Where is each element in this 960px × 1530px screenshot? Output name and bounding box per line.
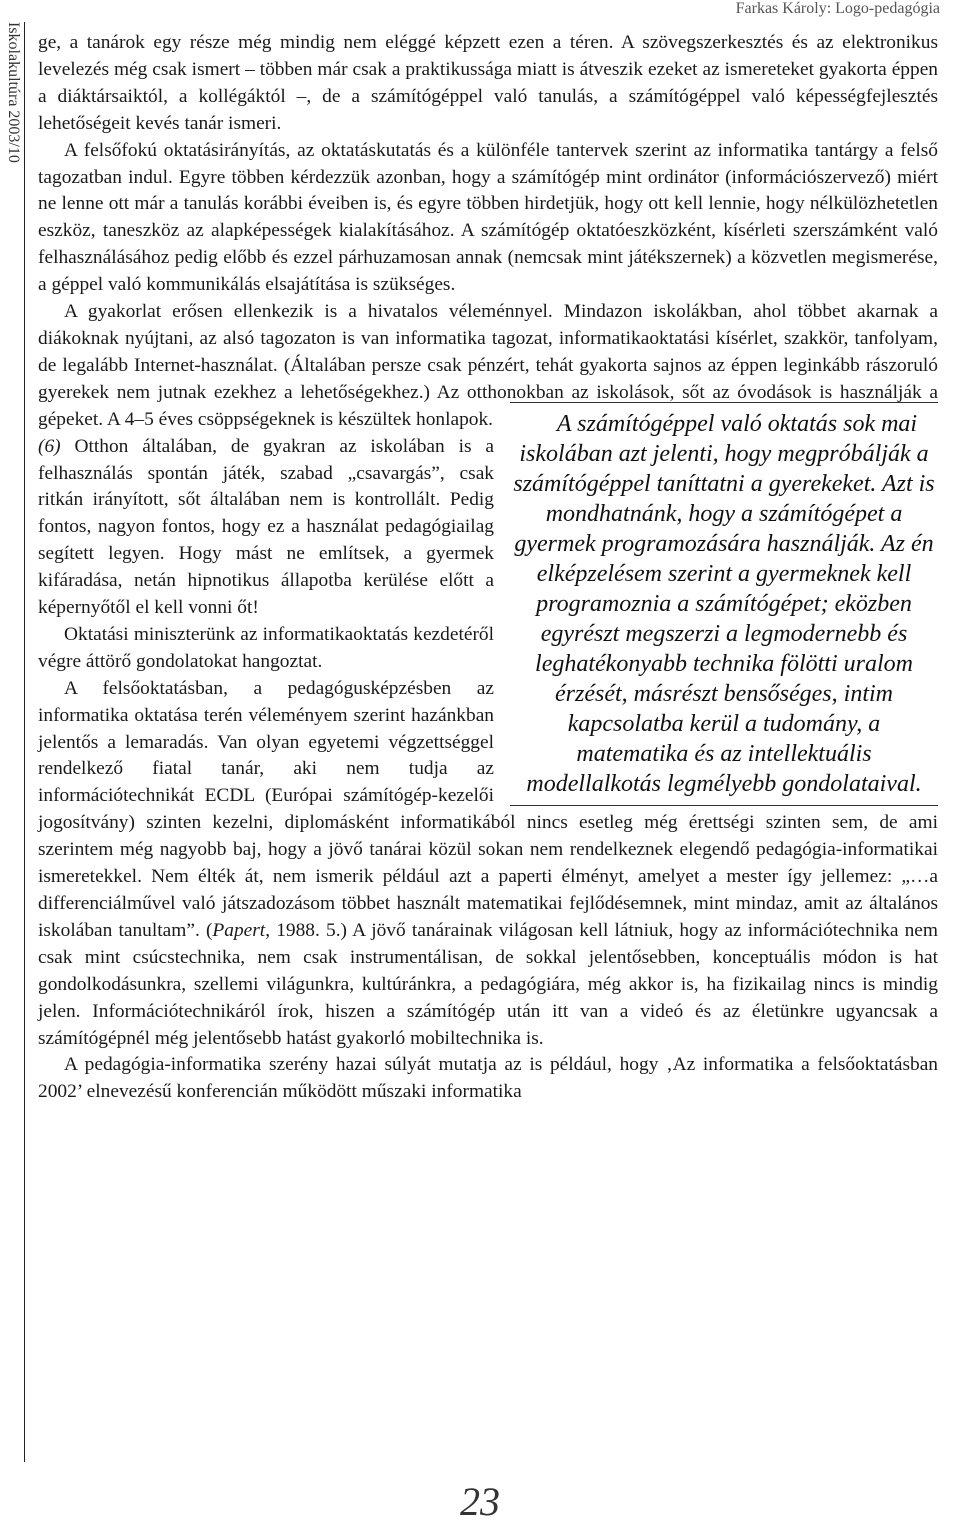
article-body [38, 30, 938, 1106]
side-rule [24, 22, 25, 1462]
pull-quote-text: A számítógéppel való oktatás sok mai iskolában azt jelenti, hogy megpróbálják a számítógéppel taníttatni a gyerekeket. Azt is mondhatnánk, hogy a számítógépet a gyermek programozására használják. Az én elképzelésem szerint a gyermeknek kell programoznia a számítógépet; eközben egyrészt megszerzi a legmodernebb és leghatékonyabb technika fölötti uralom érzését, másrészt bensőséges, intim kapcsolatba kerül a tudomány, a matematika és az intellektuális modellalkotás legmélyebb gondolataival. [513, 410, 935, 797]
pull-quote [510, 402, 938, 806]
journal-issue-label: Iskolakultúra 2003/10 [5, 22, 22, 163]
running-head: Farkas Károly: Logo-pedagógia [735, 0, 940, 17]
paragraph: A pedagógia-informatika szerény hazai súlyát mutatja az is például, hogy ‚Az informatika a felsőoktatásban 2002’ elnevezésű konferencián működött műszaki informatika [38, 1054, 938, 1103]
paragraph-text: Otthon általában, de gyakran az iskolában is a felhasználás spontán játék, szabad „csavargás”, csak ritkán irányított, sőt általában nem is kontrollált. Pedig fontos, nagyon fontos, hogy ez a használat pedagógiailag segített legyen. Hogy mást ne említsek, a gyermek kifáradása, netán hipnotikus állapotba kerülése előtt a képernyőtől el kell vonni őt! [38, 435, 494, 619]
paragraph: A felsőfokú oktatásirányítás, az oktatáskutatás és a különféle tantervek szerint az informatika tantárgy a felső tagozatban indul. Egyre többen kérdezzük azonban, hogy a számítógép mint ordinátor (információszervező) miért ne lenne ott már a tanulás korábbi éveiben is, és egyre többen hirdetjük, hogy ott kell lennie, hogy nélkülözhetetlen eszköz, taneszköz az alapképességek kialakításához. A számítógép oktatóeszközként, kísérleti szerszámként való felhasználásához pedig előbb és ezzel párhuzamosan annak (nemcsak mint játékszernek) a közvetlen megismerése, a géppel való kommunikálás elsajátítása is szükséges. [38, 139, 938, 296]
paragraph: ge, a tanárok egy része még mindig nem eléggé képzett ezen a téren. A szövegszerkesztés és az elektronikus levelezés még csak ismert – többen már csak a praktikussága miatt is átveszik ezeket az ismereteket gyakorta éppen a diáktársaiktól, a kollégáktól –, de a számítógéppel való tanulás, a számítógéppel való képességfejlesztés lehetőségeit kevés tanár ismeri. [38, 32, 938, 134]
footnote-ref: (6) [38, 435, 61, 457]
citation-author: Papert [212, 919, 266, 941]
paragraph-text: A felsőoktatásban, a pedagógusképzésben az informatika oktatása terén véleményem szerint hazánkban jelentős a lemaradás. Van olyan egyetemi végzettséggel rendelkező fiatal tanár, aki nem tudja az információtechnikát ECDL (Európai számítógép-kezelői jogosítvány) szinten kezelni, diplomásként informatikából nincs esetleg még érettségi szinten sem, de ami szerintem még nagyobb baj, hogy a jövő tanárai közül sokan nem rendelkeznek elegendő pedagógia-informatikai ismeretekkel. Nem élték át, nem ismerik például azt a paperti élményt, amelyet a mester így jellemez: „…a differenciálművel való játszadozásom többet használt matematikai fejlődésemnek, mint mindaz, amit az általános iskolában tanultam”. ( [38, 677, 938, 941]
side-label [2, 22, 24, 1462]
paragraph-text: A gyakorlat erősen ellenkezik is a hivatalos véleménnyel. Mindazon iskolákban, ahol többet akarnak a diákoknak nyújtani, az alsó tagozaton is van informatika tagozat, informatikaoktatási kísérlet, szakkör, tanfolyam, de legalább Internet-használat. (Általában persze csak pénzért, tehát gyakorta sajnos az éppen leginkább rászoruló gyerekek nem jutnak ezekhez a lehetőségekhez.) Az otthonokban az iskolások, sőt az óvodások is használják a gépeket. A 4–5 éves csöppségeknek is készültek honlapok. [38, 301, 938, 430]
paragraph-text: , 1988. 5.) A jövő tanárainak világosan kell látniuk, hogy az információtechnika nem csak mint csúcstechnika, nem csak instrumentálisan, de sokkal jelentősebben, konceptuális módon is hat gondolkodásunkra, szellemi világunkra, kultúránkra, a pedagógiára, még akkor is, ha fizikailag nincs is mindig jelen. Információtechnikáról írok, hiszen a számítógép után itt van a videó és az életünkre ugyancsak a számítógépnél még jelentősebb hatást gyakorló mobiltechnika is. [38, 919, 938, 1049]
page-number: 23 [460, 1479, 500, 1524]
paragraph: Oktatási miniszterünk az informatikaoktatás kezdetéről végre áttörő gondolatokat hangoztat. [38, 623, 494, 672]
